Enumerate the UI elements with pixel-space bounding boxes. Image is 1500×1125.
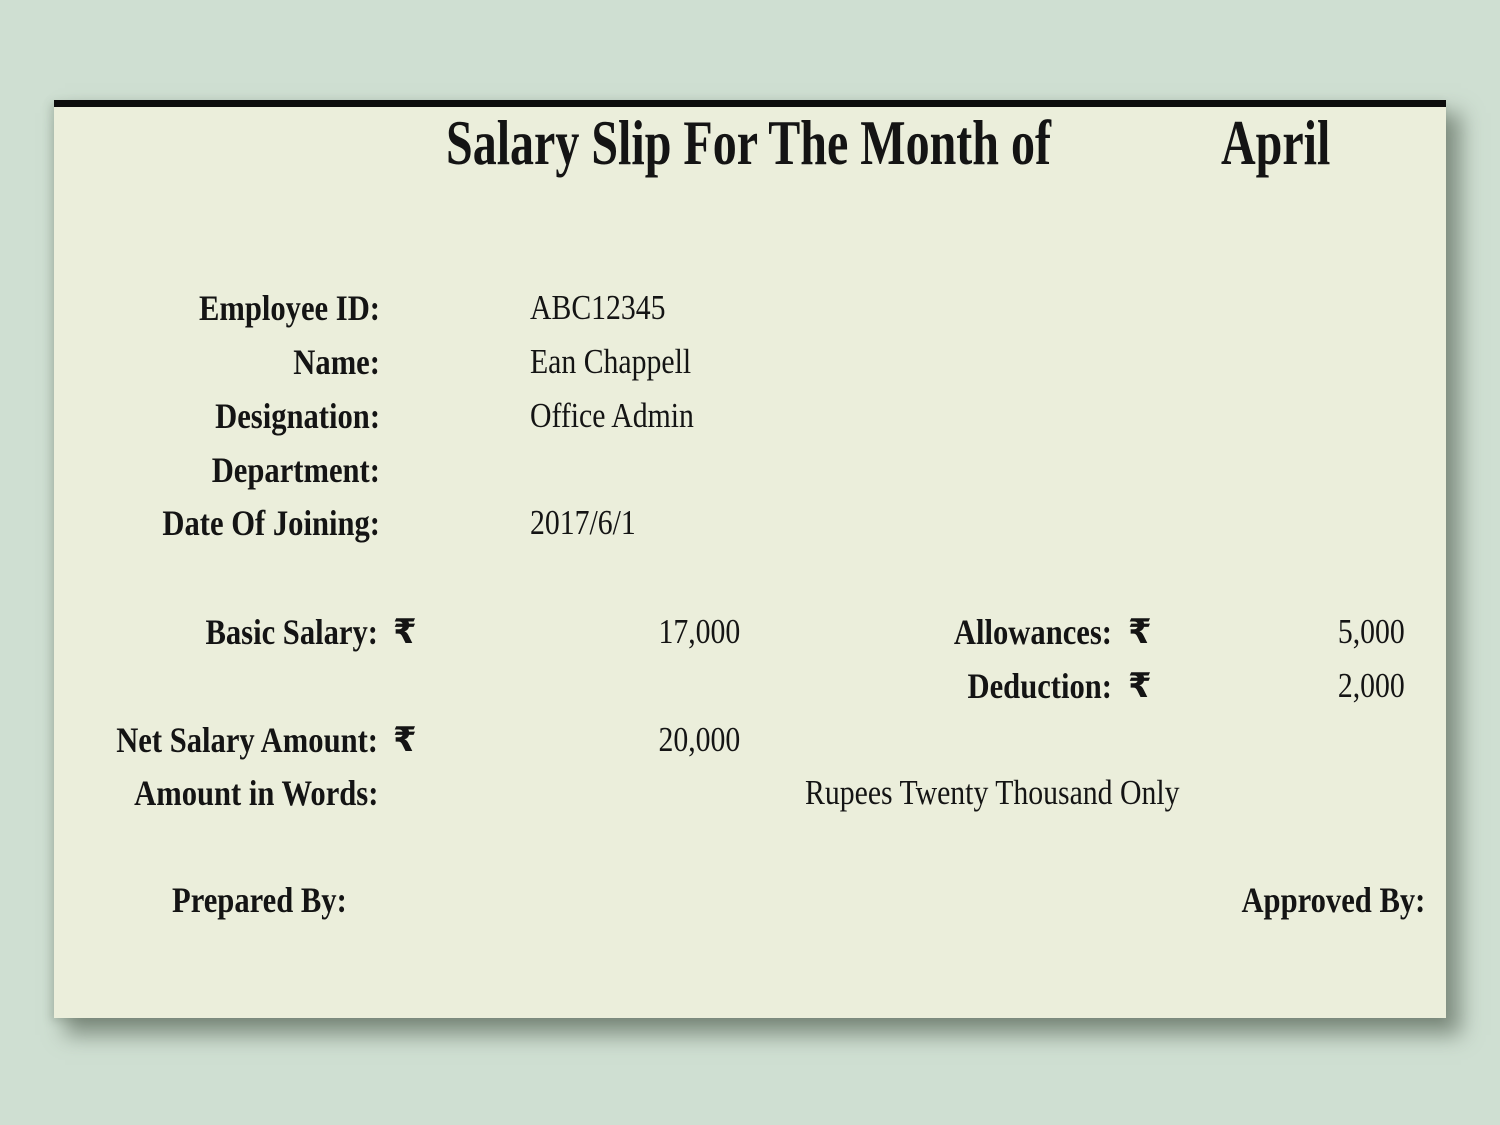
- employee-joining-date-label: Date Of Joining:: [162, 503, 380, 543]
- employee-id-label: Employee ID:: [198, 288, 380, 328]
- net-salary-value: 20,000: [658, 720, 740, 759]
- employee-department-label: Department:: [211, 450, 380, 490]
- slip-title-month: [1139, 107, 1449, 178]
- amount-in-words-value: Rupees Twenty Thousand Only: [804, 773, 1180, 812]
- allowances-label: Allowances:: [953, 612, 1112, 652]
- slip-title-text: Salary Slip For The Month of: [446, 107, 1051, 178]
- sheet-top-border: [54, 100, 1446, 107]
- amount-in-words-label: Amount in Words:: [133, 773, 378, 813]
- net-salary-label: Net Salary Amount:: [116, 720, 378, 760]
- employee-designation-value: Office Admin: [530, 396, 694, 435]
- rupee-symbol: ₹: [393, 612, 417, 652]
- rupee-symbol: ₹: [1128, 666, 1152, 706]
- rupee-symbol: ₹: [1128, 612, 1152, 652]
- employee-joining-date-value: 2017/6/1: [530, 503, 636, 542]
- basic-salary-label: Basic Salary:: [205, 612, 378, 652]
- allowances-value: 5,000: [1338, 612, 1405, 651]
- approved-by-label: Approved By:: [1241, 880, 1425, 920]
- slip-title: [446, 107, 1253, 178]
- rupee-symbol: ₹: [393, 720, 417, 760]
- salary-slip-sheet: [54, 100, 1446, 1018]
- employee-id-value: ABC12345: [530, 288, 666, 327]
- employee-designation-label: Designation:: [215, 396, 380, 436]
- slip-title-month-text: April: [1221, 107, 1331, 178]
- deduction-value: 2,000: [1338, 666, 1405, 705]
- employee-name-label: Name:: [293, 342, 380, 382]
- basic-salary-value: 17,000: [658, 612, 740, 651]
- deduction-label: Deduction:: [967, 666, 1112, 706]
- prepared-by-label: Prepared By:: [172, 880, 347, 920]
- employee-name-value: Ean Chappell: [530, 342, 692, 381]
